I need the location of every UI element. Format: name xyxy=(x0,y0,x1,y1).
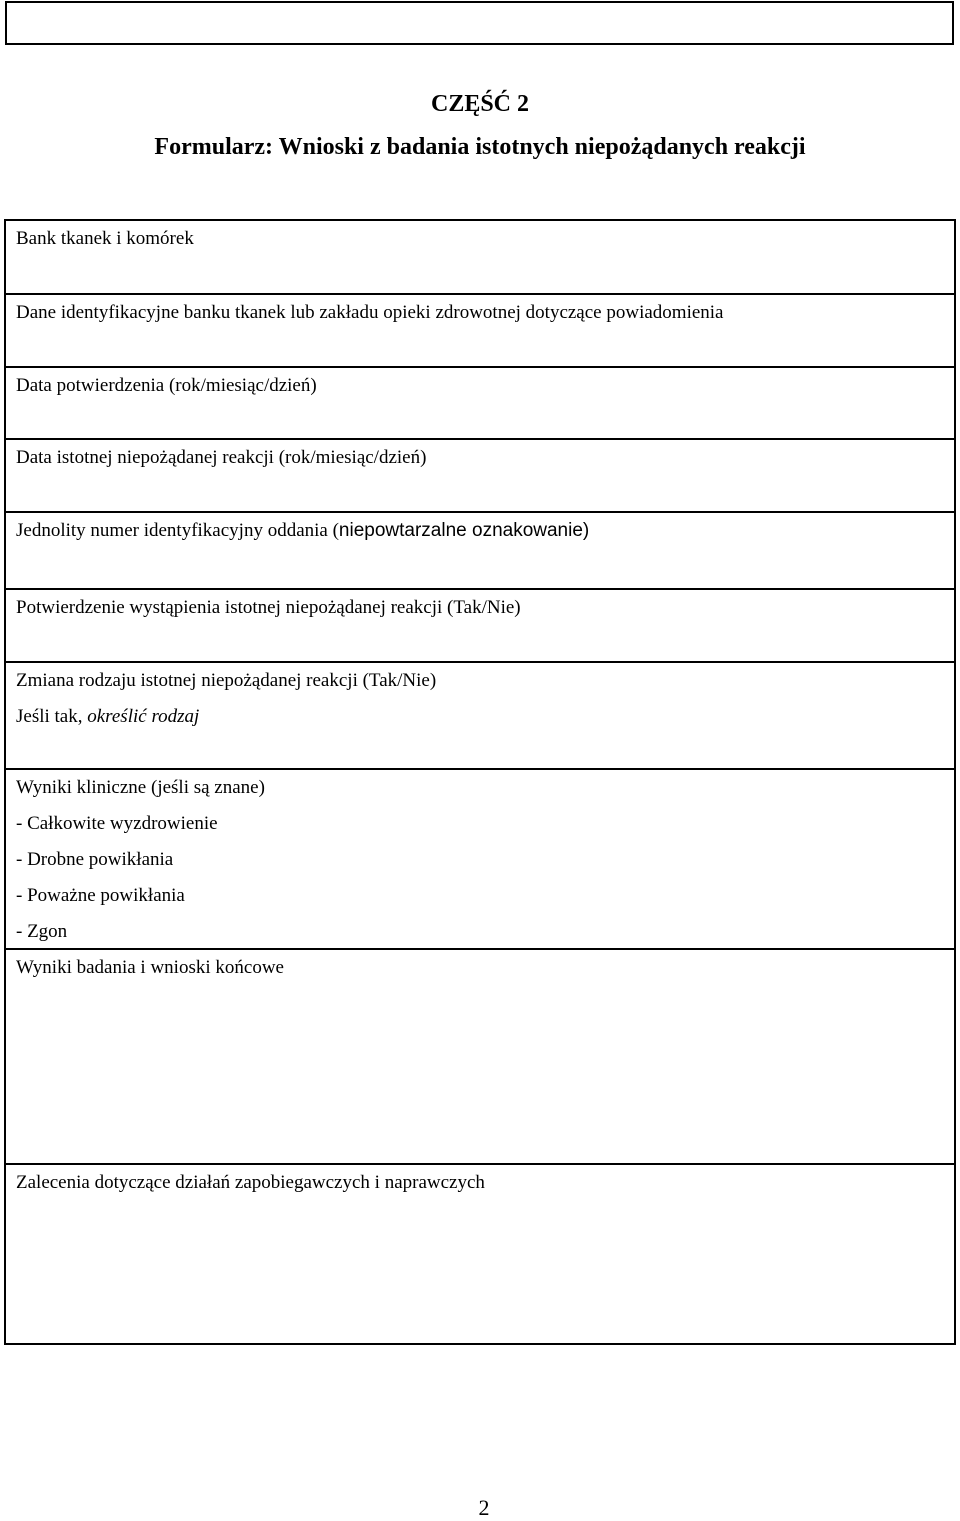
row-occurrence-confirmation[interactable] xyxy=(6,588,954,661)
label-confirmation-date: Data potwierdzenia (rok/miesiąc/dzień) xyxy=(16,375,317,396)
label-recommendations: Zalecenia dotyczące działań zapobiegawczych i naprawczych xyxy=(16,1172,485,1193)
outcome-item: - Drobne powikłania xyxy=(16,849,174,870)
row-reaction-date[interactable] xyxy=(6,438,954,511)
label-bank: Bank tkanek i komórek xyxy=(16,228,194,249)
label-occurrence-confirmation: Potwierdzenie wystąpienia istotnej niepożądanej reakcji (Tak/Nie) xyxy=(16,597,521,618)
label-identification: Dane identyfikacyjne banku tkanek lub zakładu opieki zdrowotnej dotyczące powiadomienia xyxy=(16,302,724,323)
row-study-results[interactable] xyxy=(6,948,954,1163)
part-title: CZĘŚĆ 2 xyxy=(430,91,530,117)
row-donation-id[interactable] xyxy=(6,511,954,588)
label-if-yes-italic: określić rodzaj xyxy=(87,706,200,727)
label-donation-id xyxy=(16,513,954,549)
row-confirmation-date[interactable] xyxy=(6,366,954,438)
form-title: Formularz: Wnioski z badania istotnych niepożądanych reakcji xyxy=(154,134,806,160)
row-bank[interactable] xyxy=(6,221,954,293)
label-type-change: Zmiana rodzaju istotnej niepożądanej reakcji (Tak/Nie) xyxy=(16,670,437,691)
row-type-change[interactable] xyxy=(6,661,954,768)
label-donation-id-prefix: Jednolity numer identyfikacyjny oddania ( xyxy=(16,520,339,541)
form-table xyxy=(4,219,956,1345)
label-reaction-date: Data istotnej niepożądanej reakcji (rok/miesiąc/dzień) xyxy=(16,447,427,468)
label-study-results: Wyniki badania i wnioski końcowe xyxy=(16,957,284,978)
row-identification[interactable] xyxy=(6,293,954,366)
label-if-yes xyxy=(16,699,954,735)
header-box xyxy=(5,1,954,45)
row-clinical-results[interactable] xyxy=(6,768,954,948)
row-recommendations[interactable] xyxy=(6,1163,954,1343)
label-clinical-results: Wyniki kliniczne (jeśli są znane) xyxy=(16,777,265,798)
label-donation-id-suffix: niepowtarzalne oznakowanie) xyxy=(338,520,590,541)
outcome-item: - Poważne powikłania xyxy=(16,885,185,906)
outcome-item: - Zgon xyxy=(16,921,68,942)
label-if-yes-prefix: Jeśli tak, xyxy=(16,706,88,727)
page-number: 2 xyxy=(478,1495,490,1520)
outcome-item: - Całkowite wyzdrowienie xyxy=(16,813,218,834)
